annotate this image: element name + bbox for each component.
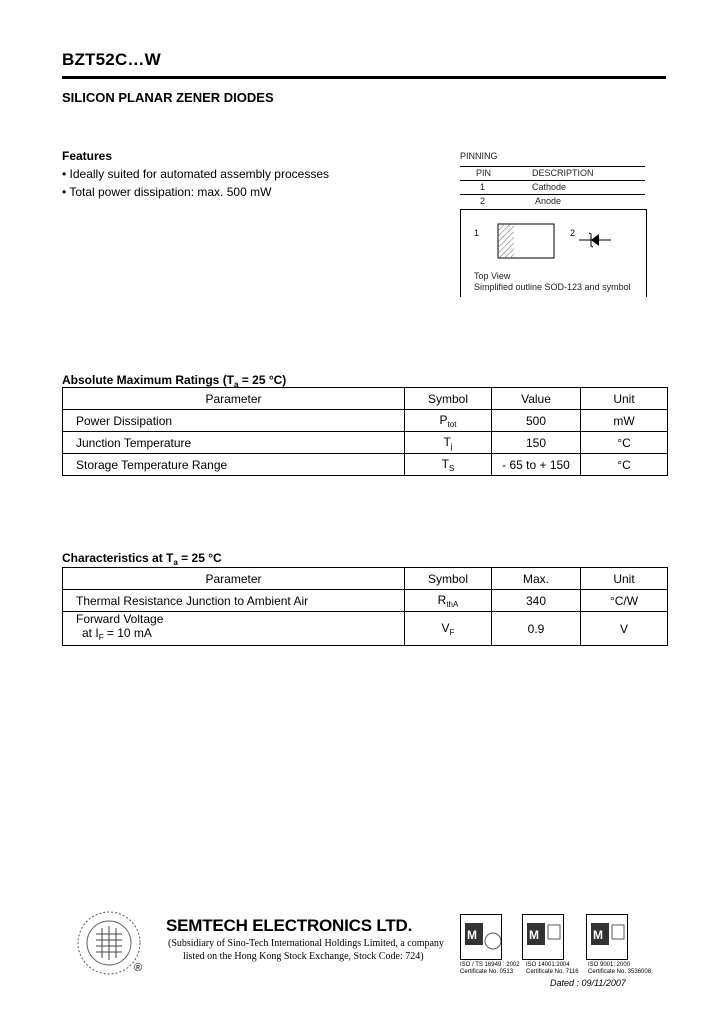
certificate-number: Certificate No. 0513 xyxy=(460,969,514,975)
certification-label: ISO 9001: 2000 xyxy=(588,962,631,968)
unit-cell: V xyxy=(581,612,668,646)
value-cell: 150 xyxy=(492,432,581,454)
company-subsidiary-line: (Subsidiary of Sino-Tech International Holdings Limited, a company xyxy=(168,938,444,949)
pinning-heading: PINNING xyxy=(460,151,498,161)
certification-badge xyxy=(586,914,628,960)
symbol-cell: $R_{thA}$ xyxy=(405,590,492,612)
svg-text:M: M xyxy=(467,928,477,942)
pinning-table xyxy=(460,166,645,208)
diagram-caption: Top View xyxy=(474,271,511,281)
table-header: Symbol xyxy=(405,568,492,590)
zener-diode-symbol xyxy=(579,232,611,248)
title-rule xyxy=(62,76,666,79)
feature-item: • Ideally suited for automated assembly processes xyxy=(62,167,329,181)
certification-badge xyxy=(460,914,502,960)
svg-text:M: M xyxy=(529,928,539,942)
feature-item: • Total power dissipation: max. 500 mW xyxy=(62,185,272,199)
certification-label: ISO / TS 16949 : 2002 xyxy=(460,962,520,968)
table-header-row xyxy=(63,388,668,410)
pin-col-header: PIN xyxy=(476,168,492,178)
characteristics-heading: Characteristics at $T_a = 25$ °C xyxy=(62,551,222,567)
package-diagram xyxy=(460,209,647,297)
param-cell: Thermal Resistance Junction to Ambient Air xyxy=(63,590,405,612)
diagram-pin2-label: 2 xyxy=(570,228,576,238)
table-header: Unit xyxy=(581,568,668,590)
table-row xyxy=(63,410,668,432)
company-seal-logo xyxy=(76,910,142,976)
characteristics-table xyxy=(62,567,668,646)
symbol-cell: $P_{tot}$ xyxy=(405,410,492,432)
abs-max-table xyxy=(62,387,668,476)
package-outline xyxy=(497,220,557,262)
pin-number: 2 xyxy=(480,196,486,206)
certification-label: ISO 14001:2004 xyxy=(526,962,570,968)
unit-cell: °C/W xyxy=(581,590,668,612)
symbol-cell: $T_j$ xyxy=(405,432,492,454)
symbol-cell: $V_F$ xyxy=(405,612,492,646)
unit-cell: mW xyxy=(581,410,668,432)
certification-badge xyxy=(522,914,564,960)
table-row xyxy=(63,432,668,454)
document-title: BZT52C…W xyxy=(62,50,161,69)
table-header: Max. xyxy=(492,568,581,590)
value-cell: 340 xyxy=(492,590,581,612)
desc-col-header: DESCRIPTION xyxy=(532,168,594,178)
unit-cell: °C xyxy=(581,432,668,454)
value-cell: 500 xyxy=(492,410,581,432)
diagram-caption: Simplified outline SOD-123 and symbol xyxy=(474,282,631,292)
value-cell: 0.9 xyxy=(492,612,581,646)
company-name: SEMTECH ELECTRONICS LTD. xyxy=(166,916,413,935)
company-listing-line: listed on the Hong Kong Stock Exchange, Stock Code: 724) xyxy=(183,951,424,962)
registered-mark: ® xyxy=(134,962,143,974)
features-heading: Features xyxy=(62,149,113,163)
table-row xyxy=(63,590,668,612)
table-header: Parameter xyxy=(63,568,405,590)
certificate-number: Certificate No. 3536008 xyxy=(588,969,652,975)
param-cell: Storage Temperature Range xyxy=(63,454,405,476)
document-subtitle: SILICON PLANAR ZENER DIODES xyxy=(62,90,274,105)
symbol-cell: $T_S$ xyxy=(405,454,492,476)
pin-description: Cathode xyxy=(532,182,567,192)
table-header-row xyxy=(63,568,668,590)
table-row xyxy=(63,612,668,646)
unit-cell: °C xyxy=(581,454,668,476)
abs-max-heading: Absolute Maximum Ratings ($T_a = 25$ °C) xyxy=(62,373,287,389)
certificate-number: Certificate No. 7116 xyxy=(526,969,579,975)
param-cell: Power Dissipation xyxy=(63,410,405,432)
table-header: Value xyxy=(492,388,581,410)
table-header: Symbol xyxy=(405,388,492,410)
table-row xyxy=(63,454,668,476)
dated-text: Dated : 09/11/2007 xyxy=(550,978,626,988)
pin-description: Anode xyxy=(535,196,562,206)
value-cell: - 65 to + 150 xyxy=(492,454,581,476)
table-header: Unit xyxy=(581,388,668,410)
table-header: Parameter xyxy=(63,388,405,410)
param-cell: Junction Temperature xyxy=(63,432,405,454)
param-cell: Forward Voltage at $I_F = 10$ mA xyxy=(63,612,405,646)
svg-text:M: M xyxy=(593,928,603,942)
diagram-pin1-label: 1 xyxy=(474,228,480,238)
pin-number: 1 xyxy=(480,182,486,192)
